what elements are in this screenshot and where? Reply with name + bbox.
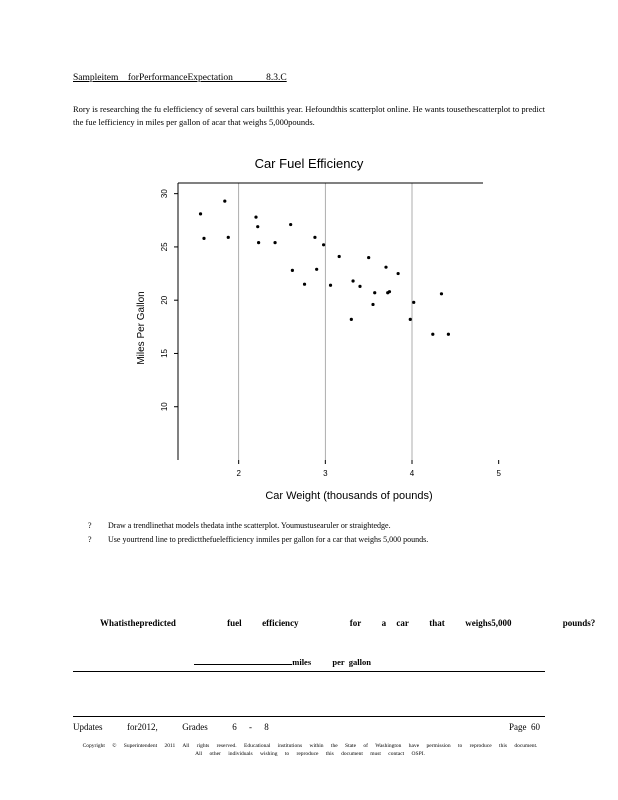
data-point — [291, 269, 294, 272]
x-tick-label: 3 — [323, 469, 328, 478]
page-header: Sampleitem forPerformanceExpectation 8.3.C — [73, 73, 287, 83]
question-text: Whatisthepredicted fuel efficiency for a car that weighs5,000 pounds? — [100, 618, 596, 628]
copyright-notice: Copyright © Superintendent 2011 All rights reserved. Educational institutions within the State of Washington have permission to reproduce this document. All other individuals wishing to reproduce this document must contact OSPI. — [82, 743, 538, 757]
x-tick-label: 5 — [496, 469, 501, 478]
data-point — [358, 285, 361, 288]
x-ticks — [236, 460, 501, 478]
y-tick-label: 20 — [160, 295, 170, 305]
y-tick-label: 25 — [160, 242, 170, 252]
answer-blank[interactable] — [194, 655, 292, 665]
data-point — [303, 283, 306, 286]
data-point — [256, 225, 259, 228]
divider-footer — [73, 716, 545, 717]
data-point — [199, 212, 202, 215]
data-point — [384, 266, 387, 269]
instruction-item — [88, 534, 518, 546]
data-point — [373, 291, 376, 294]
y-tick-label: 30 — [160, 189, 170, 199]
data-point — [254, 215, 257, 218]
footer-updates: Updates for2012, Grades 6 - 8 — [73, 722, 269, 732]
data-point — [371, 303, 374, 306]
data-point — [313, 236, 316, 239]
instruction-text: Use yourtrend line to predictthefuelefficiency inmiles per gallon for a car that weighs 5,000 pounds. — [108, 535, 429, 544]
data-point — [202, 237, 205, 240]
instruction-item — [88, 520, 518, 532]
data-point — [289, 223, 292, 226]
data-point — [388, 290, 391, 293]
data-point — [447, 333, 450, 336]
data-point — [223, 200, 226, 203]
data-point — [397, 272, 400, 275]
data-point — [338, 255, 341, 258]
x-tick-label: 2 — [236, 469, 241, 478]
chart-title: Car Fuel Efficiency — [254, 156, 364, 171]
instruction-list — [88, 520, 518, 548]
instruction-text: Draw a trendlinethat models thedata inthe scatterplot. Youmustusearuler or straightedge. — [108, 521, 391, 530]
data-point — [350, 318, 353, 321]
data-point — [257, 241, 260, 244]
data-point — [227, 236, 230, 239]
data-point — [431, 333, 434, 336]
bullet-marker: ? — [88, 521, 92, 530]
y-tick-label: 10 — [160, 402, 170, 412]
data-point — [367, 256, 370, 259]
footer-page-number: Page 60 — [509, 722, 540, 732]
y-axis-label: Miles Per Gallon — [136, 291, 147, 365]
y-tick-label: 15 — [160, 349, 170, 358]
data-point — [315, 268, 318, 271]
data-point — [329, 284, 332, 287]
answer-units: miles per gallon — [292, 657, 371, 667]
data-point — [351, 279, 354, 282]
x-axis-label: Car Weight (thousands of pounds) — [265, 490, 433, 502]
data-point — [412, 301, 415, 304]
chart-grid — [239, 183, 412, 460]
data-point — [322, 243, 325, 246]
x-tick-label: 4 — [409, 469, 415, 478]
divider-top — [73, 671, 545, 672]
bullet-marker: ? — [88, 535, 92, 544]
intro-paragraph: Rory is researching the fu elefficiency of several cars builtthis year. Hefoundthis scatterplot online. He wants tousethescatterplot to predict the fue lefficiency in miles per gallon of acar that weighs 5,000pounds. — [73, 104, 545, 127]
data-point — [409, 318, 412, 321]
answer-line — [190, 645, 371, 667]
data-point — [273, 241, 276, 244]
y-ticks — [160, 189, 178, 412]
data-point — [440, 292, 443, 295]
